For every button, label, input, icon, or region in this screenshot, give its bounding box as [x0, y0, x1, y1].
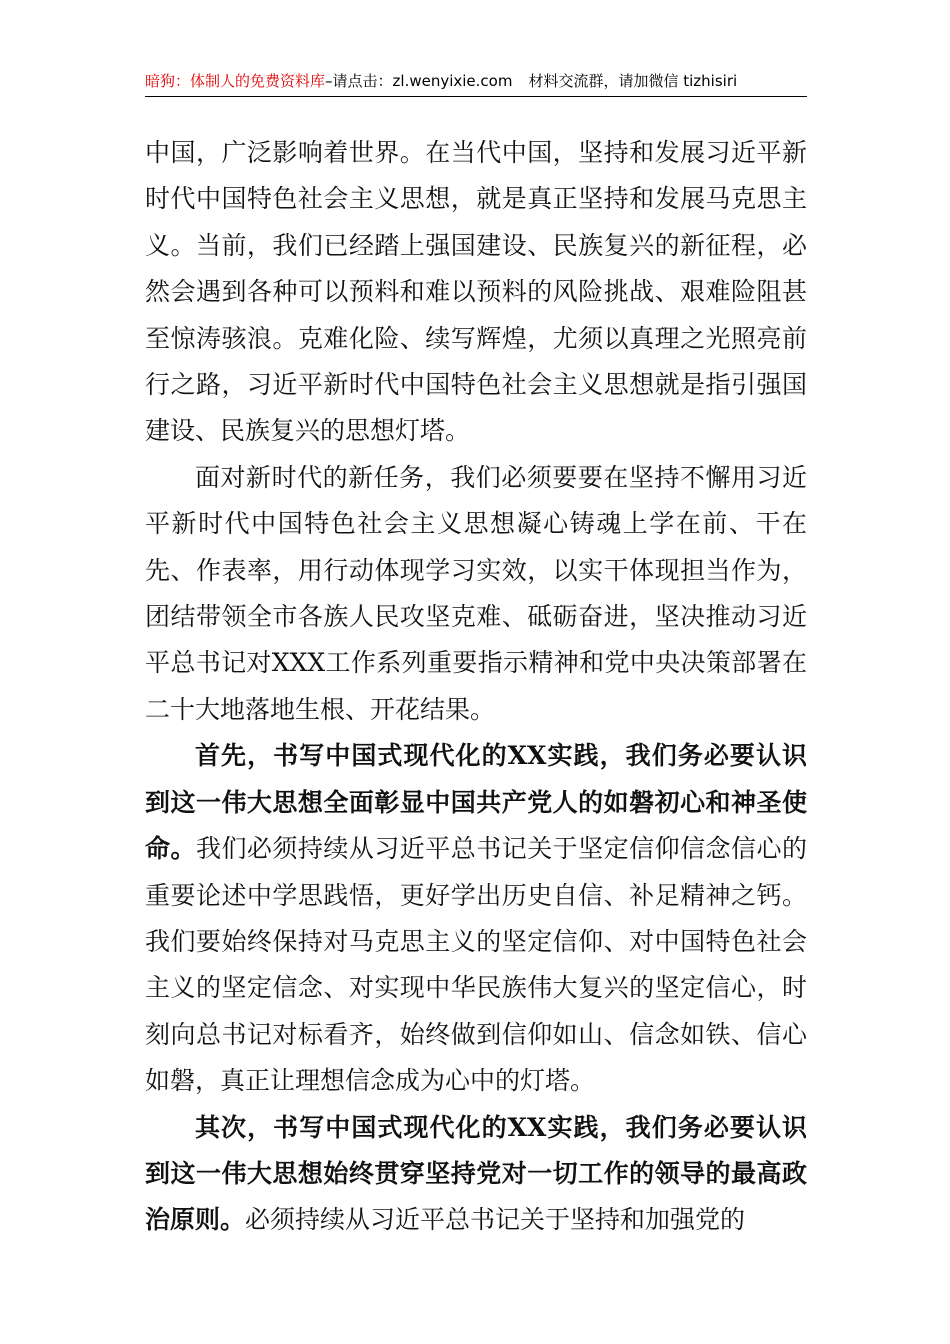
paragraph-text: 面对新时代的新任务，我们必须要要在坚持不懈用习近平新时代中国特色社会主义思想凝心铸魂上学在前、干在先、作表率，用行动体现学习实效，以实干体现担当作为，团结带领全市各族人民攻坚克难、砥砺奋进，坚决推动习近平总书记对XXX工作系列重要指示精神和党中央决策部署在二十大地落地生根、开花结果。	[145, 462, 807, 724]
paragraph-text: 中国，广泛影响着世界。在当代中国，坚持和发展习近平新时代中国特色社会主义思想，就是真正坚持和发展马克思主义。当前，我们已经踏上强国建设、民族复兴的新征程，必然会遇到各种可以预料和难以预料的风险挑战、艰难险阻甚至惊涛骇浪。克难化险、续写辉煌，尤须以真理之光照亮前行之路，习近平新时代中国特色社会主义思想就是指引强国建设、民族复兴的思想灯塔。	[145, 138, 807, 446]
header-group-note: 材料交流群，请加微信 tizhisiri	[528, 72, 738, 90]
page-header	[145, 66, 807, 96]
paragraph-text: 我们必须持续从习近平总书记关于坚定信仰信念信心的重要论述中学思践悟，更好学出历史自信、补足精神之钙。我们要始终保持对马克思主义的坚定信仰、对中国特色社会主义的坚定信念、对实现中华民族伟大复兴的坚定信心，时刻向总书记对标看齐，始终做到信仰如山、信念如铁、信心如磐，真正让理想信念成为心中的灯塔。	[145, 834, 807, 1096]
paragraph-second-point	[145, 1105, 807, 1244]
header-divider	[145, 96, 807, 97]
paragraph-lead-heading: 其次，书写中国式现代化的XX实践，我们务必要认识到这一伟大思想始终贯穿坚持党对一切工作的领导的最高政治原则。	[145, 1112, 807, 1235]
paragraph-text: 必须持续从习近平总书记关于坚持和加强党的	[245, 1205, 746, 1235]
paragraph-continuation	[145, 130, 807, 455]
paragraph-first-point	[145, 733, 807, 1104]
header-url-link[interactable]: zl.wenyixie.com	[392, 72, 513, 90]
document-body	[145, 130, 807, 1244]
paragraph-lead-heading: 首先，书写中国式现代化的XX实践，我们务必要认识到这一伟大思想全面彰显中国共产党人的如磐初心和神圣使命。	[145, 741, 807, 864]
header-link-prompt: –请点击：	[325, 72, 393, 90]
paragraph-new-tasks	[145, 455, 807, 733]
header-site-name: 暗狗：体制人的免费资料库	[145, 72, 326, 90]
